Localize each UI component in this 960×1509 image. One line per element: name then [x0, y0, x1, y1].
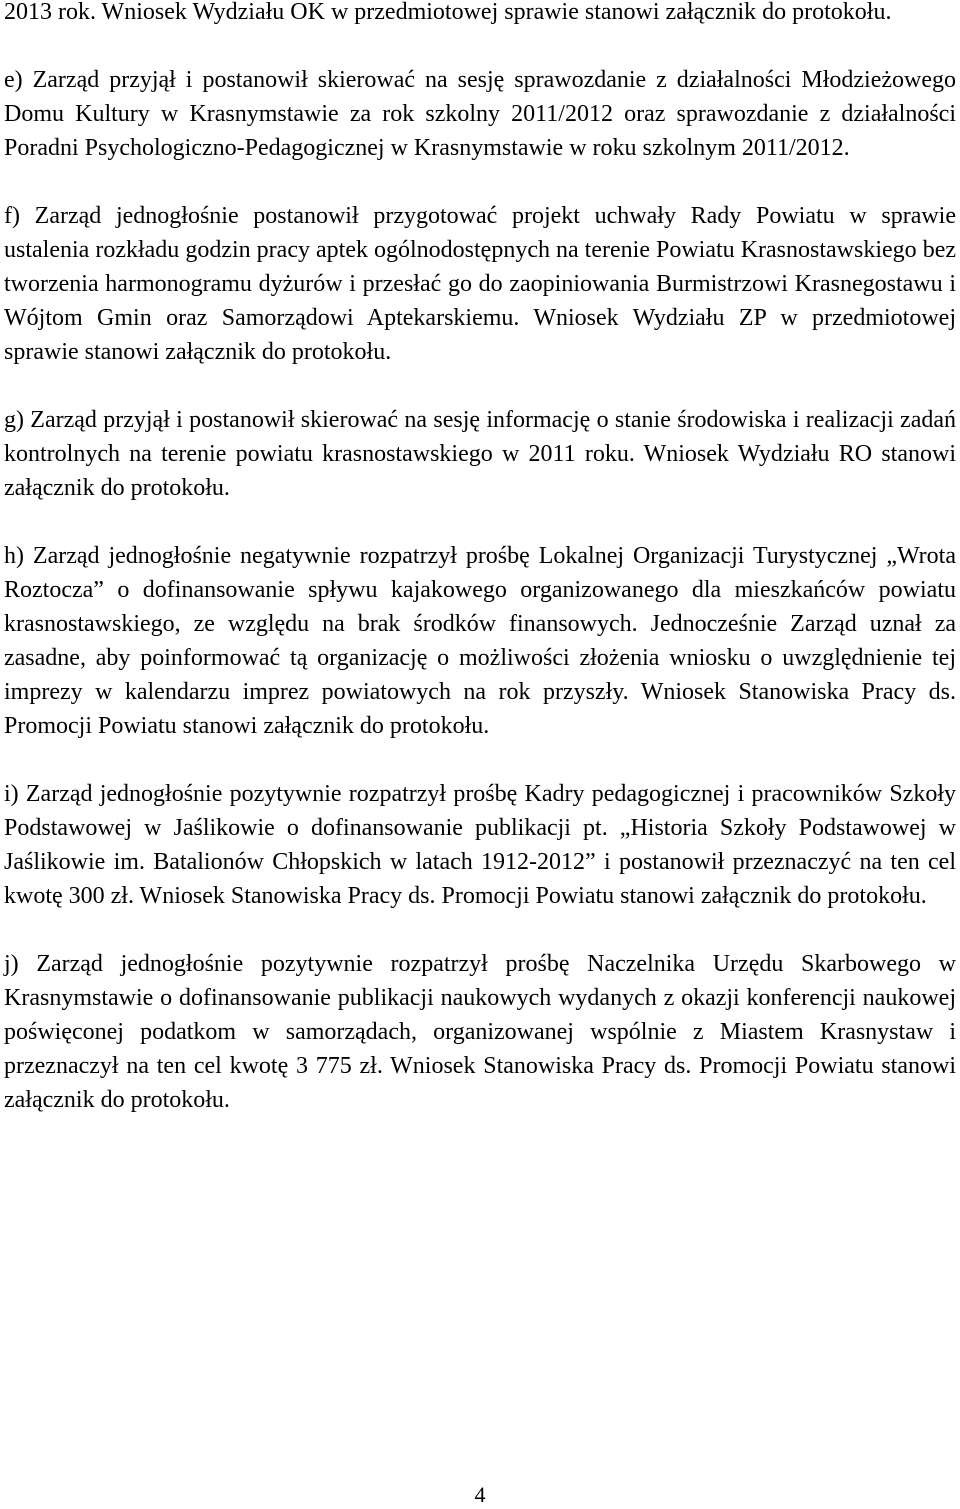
paragraph-j: j) Zarząd jednogłośnie pozytywnie rozpatrzył prośbę Naczelnika Urzędu Skarbowego w Krasnymstawie o dofinansowanie publikacji naukowych wydanych z okazji konferencji naukowej poświęconej podatkom w samorządach, organizowanej wspólnie z Miastem Krasnystaw i przeznaczył na ten cel kwotę 3 775 zł. Wniosek Stanowiska Pracy ds. Promocji Powiatu stanowi załącznik do protokołu.: [4, 951, 956, 1113]
page-number: 4: [474, 1482, 486, 1507]
paragraph-continuation: 2013 rok. Wniosek Wydziału OK w przedmiotowej sprawie stanowi załącznik do protokołu.: [4, 0, 892, 25]
paragraph-g: g) Zarząd przyjął i postanowił skierować na sesję informację o stanie środowiska i realizacji zadań kontrolnych na terenie powiatu krasnostawskiego w 2011 roku. Wniosek Wydziału RO stanowi załącznik do protokołu.: [4, 407, 956, 501]
paragraph-h: h) Zarząd jednogłośnie negatywnie rozpatrzył prośbę Lokalnej Organizacji Turystycznej „Wrota Roztocza” o dofinansowanie spływu kajakowego organizowanego dla mieszkańców powiatu krasnostawskiego, ze względu na brak środków finansowych. Jednocześnie Zarząd uznał za zasadne, aby poinformować tą organizację o możliwości złożenia wniosku o uwzględnienie tej imprezy w kalendarzu imprez powiatowych na rok przyszły. Wniosek Stanowiska Pracy ds. Promocji Powiatu stanowi załącznik do protokołu.: [4, 543, 956, 739]
paragraph-f: f) Zarząd jednogłośnie postanowił przygotować projekt uchwały Rady Powiatu w sprawie ustalenia rozkładu godzin pracy aptek ogólnodostępnych na terenie Powiatu Krasnostawskiego bez tworzenia harmonogramu dyżurów i przesłać go do zaopiniowania Burmistrzowi Krasnegostawu i Wójtom Gmin oraz Samorządowi Aptekarskiemu. Wniosek Wydziału ZP w przedmiotowej sprawie stanowi załącznik do protokołu.: [4, 203, 956, 365]
document-body: [4, 0, 956, 1117]
paragraph-e: e) Zarząd przyjął i postanowił skierować na sesję sprawozdanie z działalności Młodzieżowego Domu Kultury w Krasnymstawie za rok szkolny 2011/2012 oraz sprawozdanie z działalności Poradni Psychologiczno-Pedagogicznej w Krasnymstawie w roku szkolnym 2011/2012.: [4, 67, 956, 161]
paragraph-i: i) Zarząd jednogłośnie pozytywnie rozpatrzył prośbę Kadry pedagogicznej i pracowników Szkoły Podstawowej w Jaślikowie o dofinansowanie publikacji pt. „Historia Szkoły Podstawowej w Jaślikowie im. Batalionów Chłopskich w latach 1912-2012” i postanowił przeznaczyć na ten cel kwotę 300 zł. Wniosek Stanowiska Pracy ds. Promocji Powiatu stanowi załącznik do protokołu.: [4, 781, 956, 909]
